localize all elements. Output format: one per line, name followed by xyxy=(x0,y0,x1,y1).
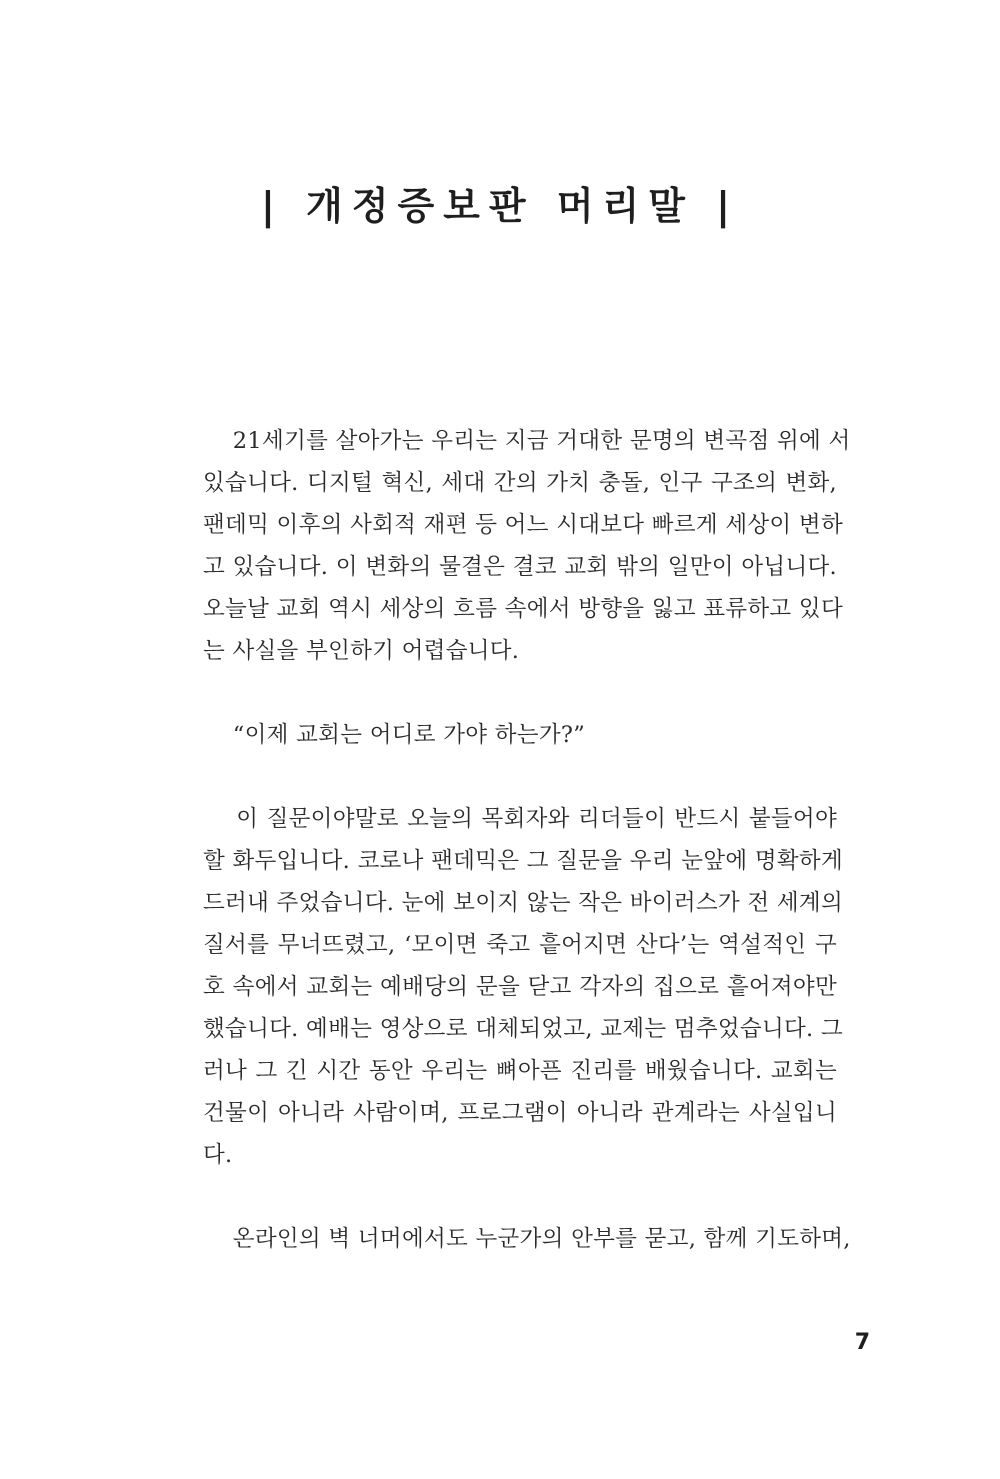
paragraph-4 xyxy=(203,1218,851,1260)
paragraph-gap xyxy=(203,672,837,714)
paragraph-gap xyxy=(203,1176,837,1218)
paragraph-gap xyxy=(203,756,837,798)
text-line: “이제 교회는 어디로 가야 하는가?” xyxy=(203,722,586,748)
body-text xyxy=(203,420,851,1260)
text-line: 건물이 아니라 사람이며, 프로그램이 아니라 관계라는 사실입니 xyxy=(203,1100,837,1126)
page-number: 7 xyxy=(854,1330,870,1355)
paragraph-2-quote xyxy=(203,714,837,756)
text-line: 호 속에서 교회는 예배당의 문을 닫고 각자의 집으로 흩어져야만 xyxy=(203,974,837,1000)
page-title: | 개정증보판 머리말 | xyxy=(260,184,740,228)
text-line: 팬데믹 이후의 사회적 재편 등 어느 시대보다 빠르게 세상이 변하 xyxy=(203,512,843,538)
text-line: 21세기를 살아가는 우리는 지금 거대한 문명의 변곡점 위에 서 xyxy=(203,428,851,454)
text-line: 오늘날 교회 역시 세상의 흐름 속에서 방향을 잃고 표류하고 있다 xyxy=(203,596,843,622)
paragraph-3 xyxy=(203,798,843,1176)
text-line: 있습니다. 디지털 혁신, 세대 간의 가치 충돌, 인구 구조의 변화, xyxy=(203,470,837,496)
paragraph-1 xyxy=(203,420,851,672)
text-line: 는 사실을 부인하기 어렵습니다. xyxy=(203,638,520,664)
text-line: 드러내 주었습니다. 눈에 보이지 않는 작은 바이러스가 전 세계의 xyxy=(203,890,843,916)
text-line: 온라인의 벽 너머에서도 누군가의 안부를 묻고, 함께 기도하며, xyxy=(203,1226,851,1252)
text-line: 고 있습니다. 이 변화의 물결은 결코 교회 밖의 일만이 아닙니다. xyxy=(203,554,837,580)
text-line: 질서를 무너뜨렸고, ‘모이면 죽고 흩어지면 산다’는 역설적인 구 xyxy=(203,932,837,958)
text-line: 다. xyxy=(203,1142,233,1168)
text-line: 할 화두입니다. 코로나 팬데믹은 그 질문을 우리 눈앞에 명확하게 xyxy=(203,848,843,874)
text-line: 했습니다. 예배는 영상으로 대체되었고, 교제는 멈추었습니다. 그 xyxy=(203,1016,843,1042)
text-line: 러나 그 긴 시간 동안 우리는 뼈아픈 진리를 배웠습니다. 교회는 xyxy=(203,1058,837,1084)
text-line: 이 질문이야말로 오늘의 목회자와 리더들이 반드시 붙들어야 xyxy=(203,806,837,832)
